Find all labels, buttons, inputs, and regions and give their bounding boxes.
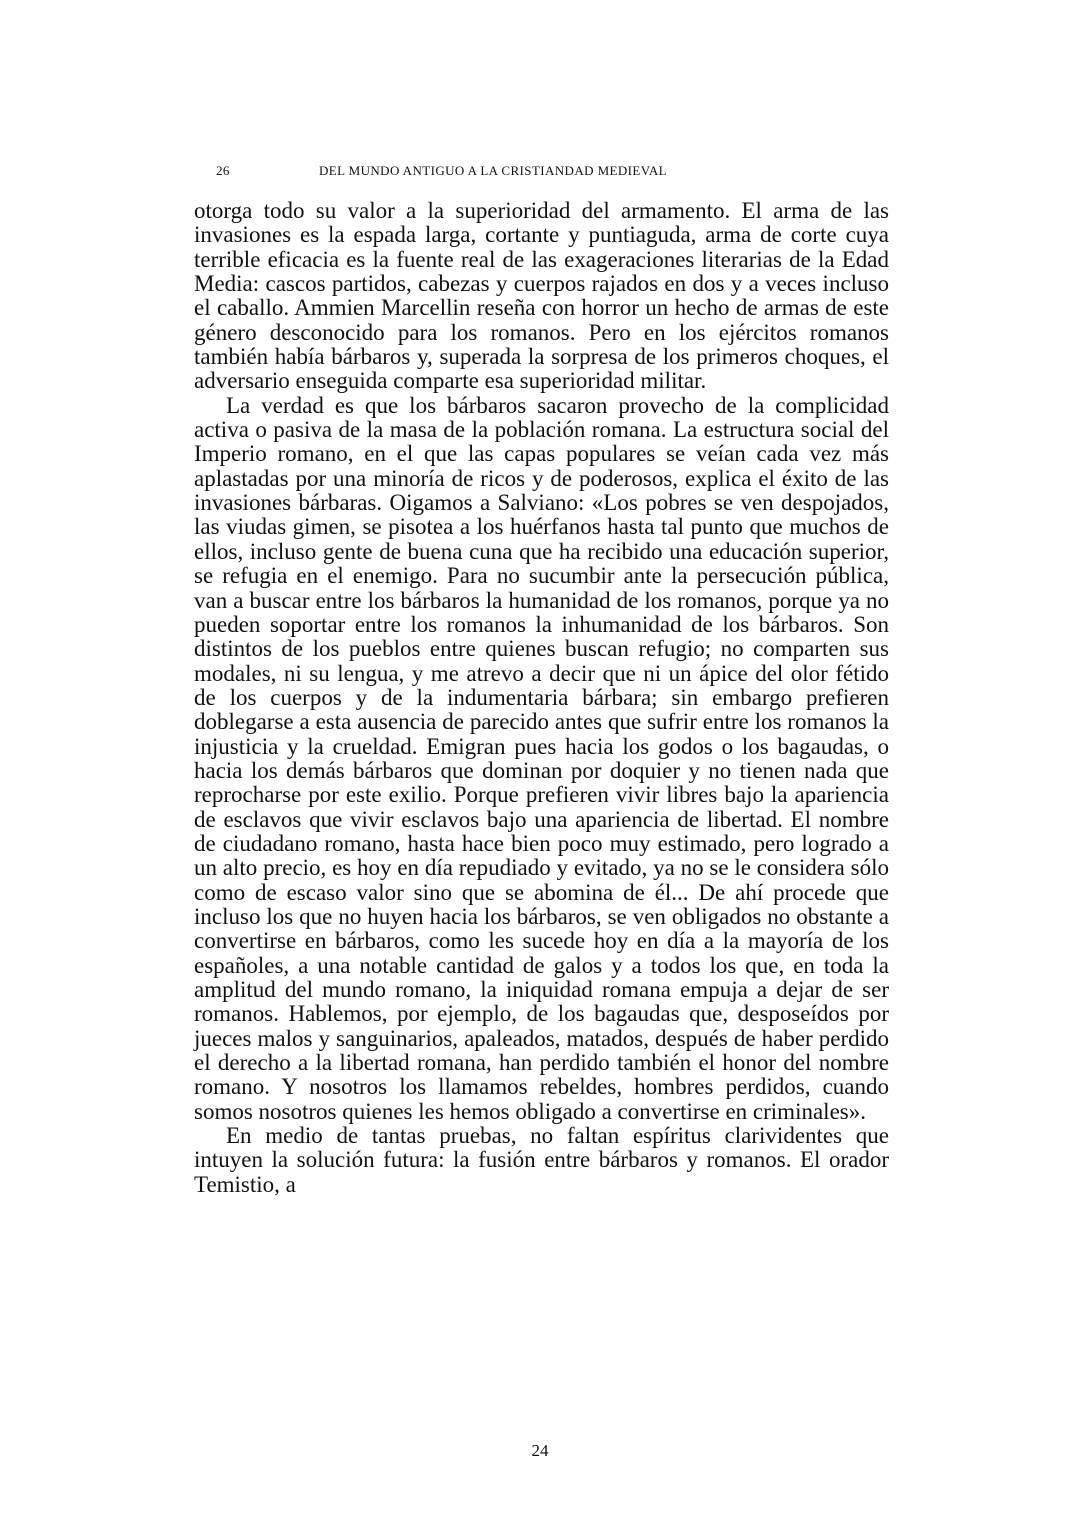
running-title: DEL MUNDO ANTIGUO A LA CRISTIANDAD MEDIEVAL [319, 163, 667, 178]
paragraph-1: otorga todo su valor a la superioridad del armamento. El arma de las invasiones es la espada larga, cortante y puntiaguda, arma de corte cuya terrible eficacia es la fuente real de las exageraciones literarias de la Edad Media: cascos partidos, cabezas y cuerpos rajados en dos y a veces incluso el caballo. Ammien Marcellin reseña con horror un hecho de armas de este género desconocido para los romanos. Pero en los ejércitos romanos también había bárbaros y, superada la sorpresa de los primeros choques, el adversario enseguida comparte esa superioridad militar. [194, 198, 889, 394]
paragraph-2: La verdad es que los bárbaros sacaron provecho de la complicidad activa o pasiva de la masa de la población romana. La estructura social del Imperio romano, en el que las capas populares se veían cada vez más aplastadas por una minoría de ricos y de poderosos, explica el éxito de las invasiones bárbaras. Oigamos a Salviano: «Los pobres se ven despojados, las viudas gimen, se pisotea a los huérfanos hasta tal punto que muchos de ellos, incluso gente de buena cuna que ha recibido una educación superior, se refugia en el enemigo. Para no sucumbir ante la persecución pública, van a buscar entre los bárbaros la humanidad de los romanos, porque ya no pueden soportar entre los romanos la inhumanidad de los bárbaros. Son distintos de los pueblos entre quienes buscan refugio; no comparten sus modales, ni su lengua, y me atrevo a decir que ni un ápice del olor fétido de los cuerpos y de la indumentaria bárbara; sin embargo prefieren doblegarse a esta ausencia de parecido antes que sufrir entre los romanos la injusticia y la crueldad. Emigran pues hacia los godos o los bagaudas, o hacia los demás bárbaros que dominan por doquier y no tienen nada que reprocharse por este exilio. Porque prefieren vivir libres bajo la apariencia de esclavos que vivir esclavos bajo una apariencia de libertad. El nombre de ciudadano romano, hasta hace bien poco muy estimado, pero logrado a un alto precio, es hoy en día repudiado y evitado, ya no se le considera sólo como de escaso valor sino que se abomina de él... De ahí procede que incluso los que no huyen hacia los bárbaros, se ven obligados no obstante a convertirse en bárbaros, como les sucede hoy en día a la mayoría de los españoles, a una notable cantidad de galos y a todos los que, en toda la amplitud del mundo romano, la iniquidad romana empuja a dejar de ser romanos. Hablemos, por ejemplo, de los bagaudas que, desposeídos por jueces malos y sanguinarios, apaleados, matados, después de haber perdido el derecho a la libertad romana, han perdido también el honor del nombre romano. Y nosotros los llamamos rebeldes, hombres perdidos, cuando somos nosotros quienes les hemos obligado a convertirse en criminales». [194, 392, 889, 1124]
paragraph-3: En medio de tantas pruebas, no faltan espíritus clarividentes que intuyen la solución futura: la fusión entre bárbaros y romanos. El orador Temistio, a [194, 1123, 889, 1197]
page-folio: 24 [531, 1441, 549, 1460]
header-page-number: 26 [216, 163, 230, 178]
body-text [194, 199, 889, 1197]
running-head [216, 163, 716, 183]
